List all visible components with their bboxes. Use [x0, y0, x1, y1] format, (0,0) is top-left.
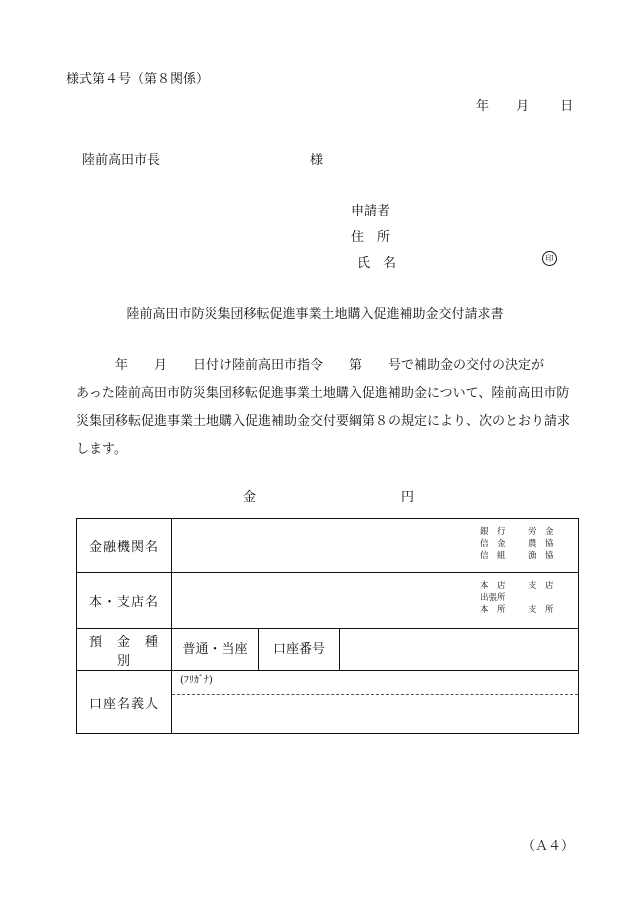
table-row [77, 573, 579, 629]
furigana-field[interactable] [172, 671, 578, 695]
body-line-3: 災集団移転促進事業土地購入促進補助金交付要綱第８の規定により、次のとおり請求 [76, 414, 571, 429]
amount-en: 円 [401, 490, 415, 505]
deposit-type-label: 預 金 種 別 [77, 629, 172, 671]
table-row [77, 519, 579, 573]
branch-type-head: 本 店 [480, 581, 506, 591]
branch-type-sub: 支 所 [528, 605, 554, 615]
branch-type-branch: 支 店 [528, 581, 554, 591]
document-title: 陸前高田市防災集団移転促進事業土地購入促進補助金交付請求書 [126, 307, 504, 322]
financial-institution-label: 金融機関名 [77, 519, 172, 573]
fi-type-credit-union: 信 組 [480, 551, 506, 561]
address-label: 住 所 [351, 230, 391, 245]
paper-size-note: （Ａ４） [521, 839, 574, 854]
fi-type-options [480, 526, 576, 562]
fi-type-shinkin: 信 金 [480, 539, 506, 549]
table-row [77, 629, 579, 671]
financial-institution-field[interactable] [172, 519, 579, 573]
date-year: 年 [476, 99, 490, 114]
date-day: 日 [560, 99, 574, 114]
body-line-4: します。 [76, 442, 127, 457]
furigana-label: (ﾌﾘｶﾞﾅ) [180, 675, 213, 686]
fi-type-fishery-coop: 漁 協 [528, 551, 554, 561]
seal-mark: 印 [542, 251, 557, 266]
deposit-type-value[interactable]: 普通・当座 [172, 629, 259, 670]
form-number: 様式第４号（第８関係） [66, 72, 210, 87]
body-line-2: あった陸前高田市防災集団移転促進事業土地購入促進補助金について、陸前高田市防 [76, 386, 570, 401]
branch-type-main: 本 所 [480, 605, 506, 615]
body-paragraph [76, 352, 580, 464]
deposit-type-row [172, 629, 579, 671]
fi-type-agri-coop: 農 協 [528, 539, 554, 549]
addressee-honorific: 様 [310, 153, 324, 168]
bank-info-table [76, 518, 579, 734]
table-row [77, 671, 579, 734]
account-number-label: 口座番号 [259, 629, 340, 670]
account-number-field[interactable] [340, 629, 578, 670]
fi-type-labor-bank: 労 金 [528, 527, 554, 537]
branch-field[interactable] [172, 573, 579, 629]
date-month: 月 [516, 99, 530, 114]
fi-type-bank: 銀 行 [480, 527, 506, 537]
branch-label: 本・支店名 [77, 573, 172, 629]
account-holder-label: 口座名義人 [77, 671, 172, 734]
body-line-1: 年 月 日付け陸前高田市指令 第 号で補助金の交付の決定が [76, 358, 545, 373]
applicant-label: 申請者 [351, 204, 391, 219]
branch-type-office: 出張所 [480, 593, 506, 603]
name-label: 氏 名 [357, 256, 397, 271]
account-holder-field[interactable] [172, 695, 578, 733]
account-holder-cell [172, 671, 579, 734]
amount-kin: 金 [243, 490, 257, 505]
branch-type-options [480, 580, 576, 616]
addressee-mayor: 陸前高田市長 [82, 153, 161, 168]
date-line [476, 95, 573, 114]
